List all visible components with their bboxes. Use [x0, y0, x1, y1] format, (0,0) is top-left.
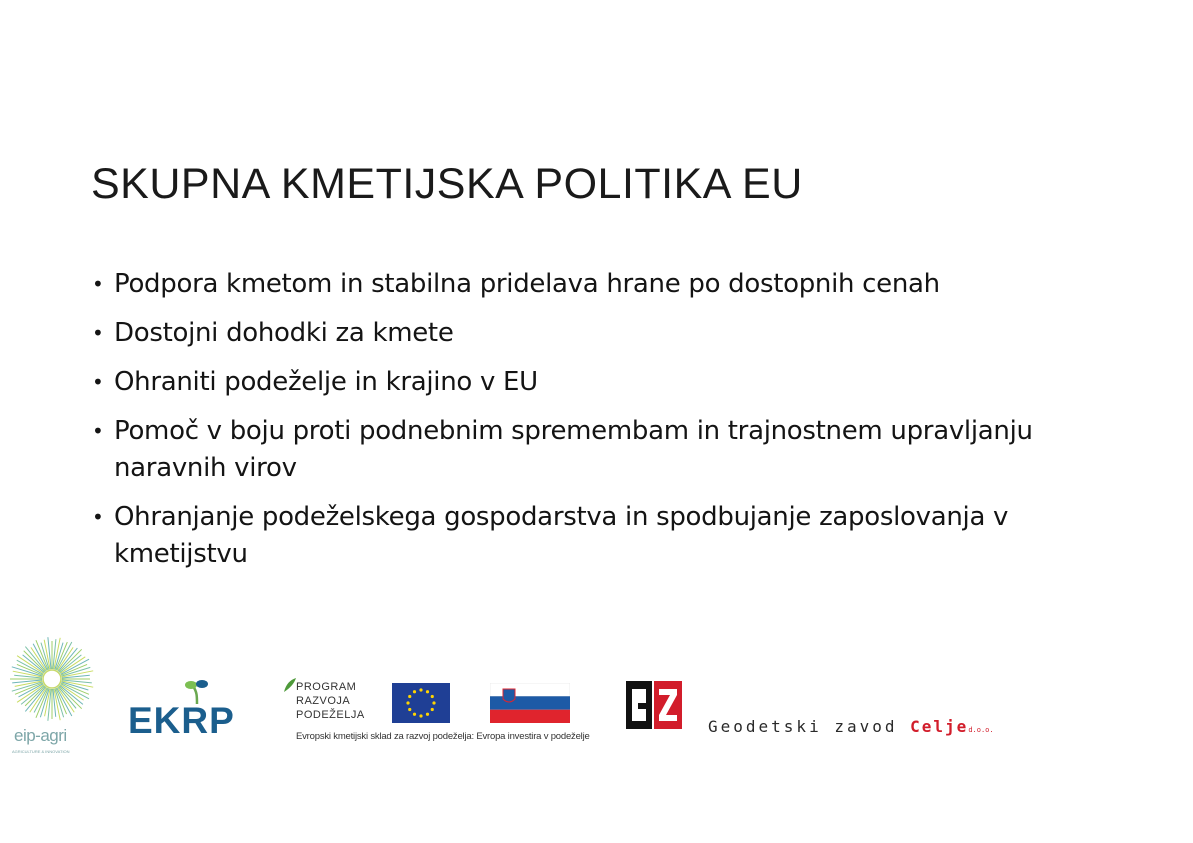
bullet-text: Dostojni dohodki za kmete — [114, 318, 454, 348]
bullet-text: Ohraniti podeželje in krajino v EU — [114, 367, 538, 397]
bullet-icon: • — [92, 370, 104, 394]
logo-strip — [0, 630, 1193, 770]
eip-burst-icon — [9, 636, 95, 722]
prp-line-2: RAZVOJA — [296, 695, 351, 707]
ekrp-logo — [128, 678, 253, 741]
bullet-item — [92, 315, 1122, 352]
prp-line-3: PODEŽELJA — [296, 709, 365, 721]
gz-name-text: Geodetski zavod — [708, 717, 898, 736]
bullet-text: Pomoč v boju proti podnebnim spremembam in trajnostnem upravljanju naravnih virov — [114, 416, 1033, 483]
prp-caption: Evropski kmetijski sklad za razvoj podeželja: Evropa investira v podeželje — [296, 731, 590, 742]
gz-suffix-text: d.o.o. — [968, 726, 994, 734]
eip-subtitle: AGRICULTURE & INNOVATION — [12, 749, 70, 754]
bullet-text: Ohranjanje podeželskega gospodarstva in spodbujanje zaposlovanja v kmetijstvu — [114, 502, 1009, 569]
bullet-item — [92, 266, 1122, 303]
prp-line-1: PROGRAM — [296, 681, 357, 693]
ekrp-wordmark: EKRP — [128, 700, 235, 741]
gz-wordmark — [708, 717, 994, 736]
prp-title — [296, 680, 365, 722]
bullet-icon: • — [92, 419, 104, 443]
bullet-item — [92, 499, 1122, 573]
eu-flag-icon — [392, 683, 450, 723]
bullet-list — [92, 266, 1122, 585]
gz-logo-mark-icon — [624, 677, 684, 733]
bullet-item — [92, 413, 1122, 487]
prp-logo-block — [282, 676, 590, 751]
slovenia-flag-icon — [490, 683, 570, 723]
eip-agri-logo — [6, 636, 98, 756]
slide-title: SKUPNA KMETIJSKA POLITIKA EU — [91, 160, 803, 208]
bullet-text: Podpora kmetom in stabilna pridelava hrane po dostopnih cenah — [114, 269, 940, 299]
gz-accent-text: Celje — [910, 717, 969, 736]
eip-wordmark: eip-agri — [14, 726, 67, 745]
bullet-icon: • — [92, 505, 104, 529]
bullet-item — [92, 364, 1122, 401]
bullet-icon: • — [92, 272, 104, 296]
bullet-icon: • — [92, 321, 104, 345]
